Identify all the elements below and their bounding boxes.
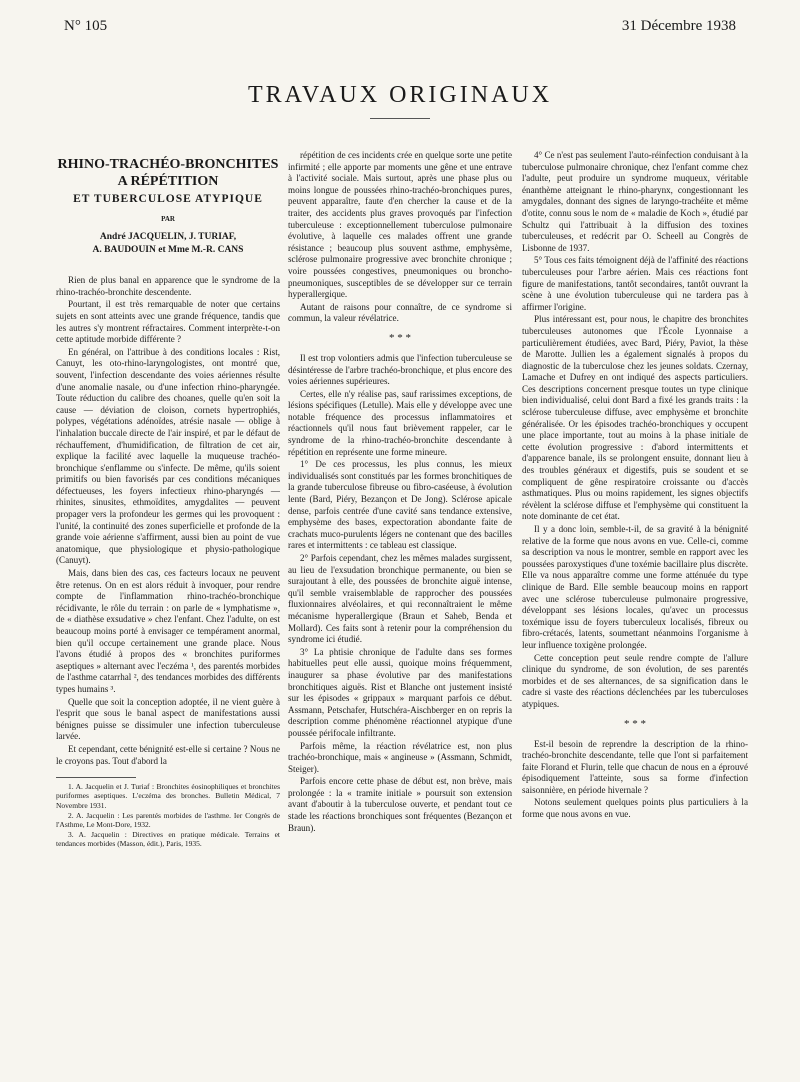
- col1-body: [56, 275, 280, 767]
- column-1: [56, 152, 280, 850]
- section-stars: * * *: [389, 331, 411, 344]
- paragraph: 4° Ce n'est pas seulement l'auto-réinfection conduisant à la tuberculose pulmonaire chronique, chez l'enfant comme chez l'adulte, peut produire un syndrome muqueux, véritable énanthème atteignant le rhino-pharynx, congestionnant les amygdales, donnant des signes de laryngo-trachéite et même d'otite, connu sous le nom de « maladie de Koch », étudié par Schultz qui l'attribuait à la diffusion des toxines tuberculeuses, et redécrit par O. Scheell au Congrès de Lisbonne de 1937.: [522, 150, 748, 253]
- section-stars-2: * * *: [624, 717, 646, 730]
- footnotes: [56, 782, 280, 848]
- article-title: RHINO-TRACHÉO-BRONCHITES A RÉPÉTITION: [57, 157, 279, 189]
- authors-line-2: A. BAUDOUIN et Mme M.-R. CANS: [92, 245, 244, 256]
- paragraph: Pourtant, il est très remarquable de noter que certains sujets en sont atteints avec une grande fréquence, tandis que les autres s'y montrent réfractaires. Comment interprète-t-on cette aptitude morbide différente ?: [56, 299, 280, 345]
- paragraph: Et cependant, cette bénignité est-elle si certaine ? Nous ne le croyons pas. Tout d'abord la: [56, 743, 280, 766]
- col2-body-b: [288, 353, 512, 834]
- paragraph: 5° Tous ces faits témoignent déjà de l'affinité des réactions tuberculeuses pour l'arbre aérien. Mais ces réactions font figure de manifestations, tantôt secondaires, tantôt ouvrant la scène à une évolution tuberculeuse qui ne tardera pas à affirmer l'origine.: [522, 255, 748, 312]
- col2-body-a: [288, 150, 512, 325]
- paragraph: Plus intéressant est, pour nous, le chapitre des bronchites tuberculeuses autonomes que l'École Lyonnaise a particulièrement étudiées, avec Bard, Piéry, Paviot, la thèse de Marotte. Jullien les a également signalés à propos du diagnostic de la tuberculose chez les jeunes soldats. Czernay, Lamache et Dufrey en ont indiqué des aspects particuliers. Ces descriptions concernent presque toutes un type clinique bien individualisé, celui dont Bard a fixé les grands traits : la sclérose tuberculeuse diffuse, avec emphysème et bronchite généralisée. Or les épisodes trachéo-bronchiques y occupent une place importante, tout au moins à la phase initiale de cette évolution progressive : d'abord intermittents et d'apparence banale, ils se prolongent ensuite, donnant lieu à des troubles généraux et digestifs, puis se soudent et se compliquent de gêne respiratoire croissante ou d'accès asthmatiques. Plus ou moins rapidement, les signes objectifs révèlent la sclérose diffuse et l'emphysème qui constituent la note dominante de cet état.: [522, 314, 748, 522]
- paragraph: Notons seulement quelques points plus particuliers à la forme que nous avons en vue.: [522, 797, 748, 820]
- column-2: [288, 150, 512, 835]
- title-rule: [370, 118, 430, 119]
- footnote-rule: [56, 777, 136, 778]
- paragraph: Parfois même, la réaction révélatrice est, non plus trachéo-bronchique, mais « angineuse » (Assmann, Schmidt, Steiger).: [288, 740, 512, 774]
- paragraph: Mais, dans bien des cas, ces facteurs locaux ne peuvent être retenus. On en est alors réduit à invoquer, pour rendre compte de l'inflammation rhino-trachéo-bronchique récidivante, le rôle du terrain : on parle de « lymphatisme », de « diathèse exsudative » chez l'enfant. Chez l'adulte, on est beaucoup moins porté à envisager ce tempérament anormal, bien qu'il occupe certainement une grande place. Nous l'avons étudié à propos des « bronchites puriformes aseptiques » alternant avec l'eczéma ¹, des parentés morbides de l'asthme catarrhal ², des tendances morbides des différents types humains ³.: [56, 568, 280, 694]
- issue-number: N° 105: [64, 18, 108, 34]
- paragraph: Certes, elle n'y réalise pas, sauf rarissimes exceptions, de lésions spécifiques (Letulle). Mais elle y développe avec une notable fréquence des processus inflammatoires et réactionnels qu'il nous faut brièvement rappeler, car le syndrome de la rhino-trachéo-bronchite descendante à répétition en représente une forme mineure.: [288, 388, 512, 457]
- paragraph: Il est trop volontiers admis que l'infection tuberculeuse se désintéresse de l'arbre trachéo-bronchique, et plus encore des voies aériennes supérieures.: [288, 352, 512, 387]
- paragraph: Rien de plus banal en apparence que le syndrome de la rhino-trachéo-bronchite descendente.: [56, 275, 280, 297]
- footnote: 2. A. Jacquelin : Les parentés morbides de l'asthme. Ier Congrès de l'Asthme, Le Mont-Dore, 1932.: [56, 810, 280, 829]
- paragraph: répétition de ces incidents crée en quelque sorte une petite infirmité ; elle apporte par moments une gêne et une entrave à l'activité sociale. Mais surtout, après une phase plus ou moins longue de poussées rhino-trachéo-bronchiques pures, peuvent apparaître, faute d'en chercher la cause et de la traiter, des accidents plus graves provoqués par l'infection tuberculeuse : exceptionnellement tuberculose pulmonaire évolutive, à laquelle ces malades offrent une grande résistance ; beaucoup plus souvent asthme, emphysème, sclérose pulmonaire progressive avec bronchite chronique ; voire poussées congestives, pneumoniques ou broncho-pneumoniques, susceptibles de se développer sur ce terrain hyperallergique.: [288, 150, 512, 300]
- footnote: 1. A. Jacquelin et J. Turiaf : Bronchites éosinophiliques et bronchites puriformes aseptiques. L'eczéma des bronches. Bulletin Médical, 7 Novembre 1931.: [56, 782, 280, 810]
- section-title: TRAVAUX ORIGINAUX: [247, 82, 553, 108]
- authors-line-1: André JACQUELIN, J. TURIAF,: [99, 232, 237, 243]
- paragraph: 1° De ces processus, les plus connus, les mieux individualisés sont constitués par les formes bronchitiques de la grande tuberculose fibreuse ou fibro-caséeuse, à évolution lente (Bard, Piéry, Bezançon et De Jong). Sclérose apicale dense, parfois centrée d'une cavité sans tendance extensive, emphysème des bases, expectoration abondante faite de crachats muco-purulents légers ne contenant que des bacilles rares et intermittents : ce tableau est classique.: [288, 459, 512, 551]
- col3-body-b: [522, 739, 748, 821]
- paragraph: Cette conception peut seule rendre compte de l'allure clinique du syndrome, de son évolution, de ses parentés morbides et de ses alternances, de sa signification dans le cadre si vaste des réactions déclenchées par les tuberculoses atypiques.: [522, 652, 748, 709]
- paragraph: Quelle que soit la conception adoptée, il ne vient guère à l'esprit que sous le banal aspect de manifestations aussi bénignes puisse se dissimuler une infection tuberculeuse larvée.: [56, 696, 280, 742]
- article-subtitle: ET TUBERCULOSE ATYPIQUE: [73, 193, 263, 205]
- paragraph: Il y a donc loin, semble-t-il, de sa gravité à la bénignité relative de la forme que nous avons en vue. Celle-ci, comme sa description va nous le montrer, semble en rapport avec les poussées paroxystiques d'une toxémie bacillaire plus discrète. Elle va nous apparaître comme une forme atténuée du type clinique de Bard. Elle semble beaucoup moins en rapport avec une sclérose tuberculeuse pulmonaire progressive, développant ses lésions locales, qu'avec un processus toxémique issu de foyers tuberculeux localisés, fibreux ou fibro-crétacés, latents, soumettant néanmoins l'organisme à leur influence toxigène prolongée.: [522, 524, 748, 650]
- footnote: 3. A. Jacquelin : Directives en pratique médicale. Terrains et tendances morbides (Masson, édit.), Paris, 1935.: [56, 830, 280, 849]
- paragraph: Est-il besoin de reprendre la description de la rhino-trachéo-bronchite descendante, telle que l'ont si parfaitement faite Florand et Flurin, telle que chacun de nous en a éprouvé épisodiquement l'atteinte, sous sa forme d'infection saisonnière, en période hivernale ?: [522, 738, 748, 795]
- column-3: [522, 150, 748, 822]
- paragraph: En général, on l'attribue à des conditions locales : Rist, Canuyt, les oto-rhino-laryngologistes, ont montré que, souvent, l'infection descendante des voies aériennes résulte d'une anomalie nasale, ou d'une infection rhino-pharyngée. Toute réduction du calibre des choanes, quelle qu'en soit la cause — déviation de cloison, cornets hypertrophiés, polypes, végétations adénoïdes, atrésie nasale — oblige à l'inhalation buccale directe de l'air inspiré, et par le défaut de réchauffement, d'humidification, de filtration de cet air, explique la facilité avec laquelle la muqueuse trachéo-bronchique s'enflamme ou s'infecte. De même, qu'ils soient primitifs ou bien favorisés par ces conditions mécaniques défectueuses, les foyers infectieux rhino-pharyngés — rhinites, sinusites, ethmoïdites, amygdalites — peuvent propager vers la profondeur les germes qui les provoquent : l'unité, la continuité des zones superficielle et profonde de la grande voie aérienne s'affirment, aussi bien au point de vue anatomique, que physiologique et physio-pathologique (Canuyt).: [56, 346, 280, 566]
- paragraph: Autant de raisons pour connaître, de ce syndrome si commun, la valeur révélatrice.: [288, 301, 512, 324]
- paragraph: Parfois encore cette phase de début est, non brève, mais prolongée : la « tramite initiale » poursuit son extension avant d'aboutir à la tuberculose ouverte, et pendant tout ce stade les réactions bronchiques sont fréquentes (Bezançon et Braun).: [288, 776, 512, 833]
- issue-date: 31 Décembre 1938: [621, 18, 736, 34]
- paragraph: 2° Parfois cependant, chez les mêmes malades surgissent, au lieu de l'exsudation bronchique permanente, ou bien se surajoutant à elle, des poussées de bronchite aiguë intense, qu'il semble vraisemblable de rapprocher des poussées fluxionnaires alvéolaires, et qui reconnaîtraient le même mécanisme hyperallergique (Braun et Saheb, Benda et Mollard). Ces faits sont à retenir pour la compréhension du syndrome ici étudié.: [288, 553, 512, 645]
- paragraph: 3° La phtisie chronique de l'adulte dans ses formes habituelles peut elle aussi, quoique moins fréquemment, inaugurer sa phase évolutive par des manifestations bronchitiques aiguës. Rist et Blanche ont justement insisté sur les épisodes « grippaux » marquant parfois ce début. Assmann, Petschafer, Hutschéra-Aischberger en on repris la description comme phénomène réactionnel atypique d'une poussée périfocale infiltrante.: [288, 646, 512, 738]
- authors: [56, 231, 280, 257]
- byline-par: PAR: [161, 214, 175, 223]
- page-header: [64, 18, 736, 40]
- col3-body-a: [522, 150, 748, 711]
